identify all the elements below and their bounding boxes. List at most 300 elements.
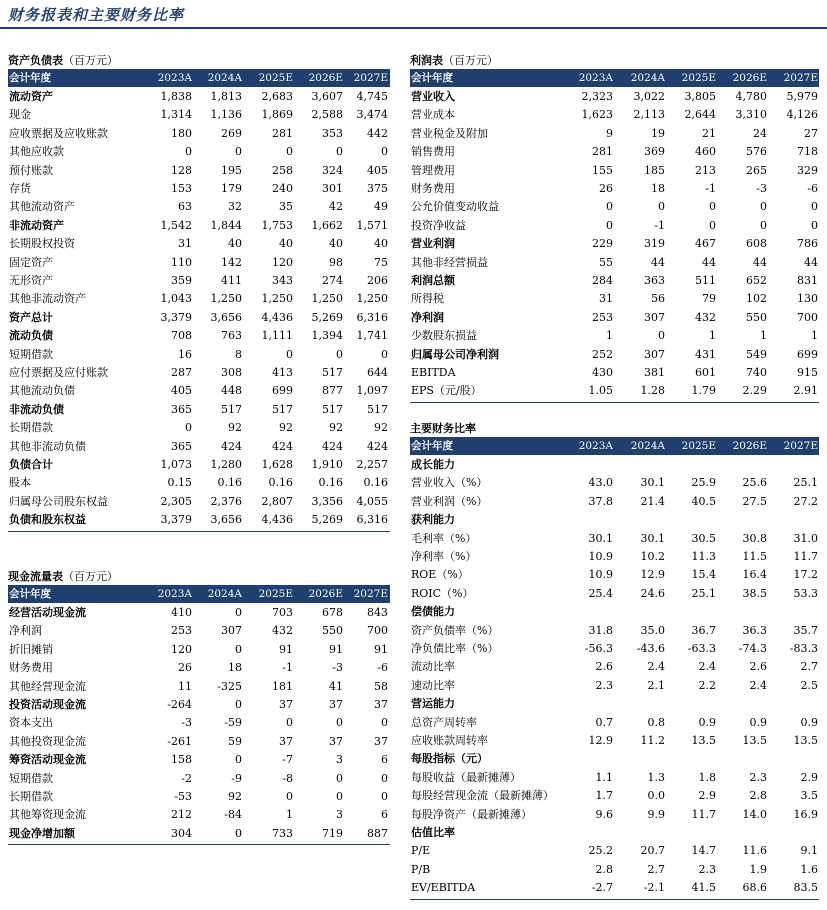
- row-value: -264: [167, 698, 192, 711]
- row-label: 营业利润: [411, 237, 455, 251]
- row-value: 2,588: [311, 108, 343, 122]
- row-value: 329: [797, 163, 818, 177]
- row-value: 0: [286, 347, 293, 361]
- row-value: [666, 824, 716, 842]
- row-value: 0.0: [647, 789, 665, 803]
- row-value: 195: [221, 163, 242, 177]
- table-header-row: [8, 586, 390, 603]
- row-value: 2,644: [684, 108, 716, 122]
- table-row: [410, 217, 819, 235]
- row-value: 405: [171, 384, 192, 398]
- panel-title-text: 资产负债表: [8, 54, 63, 67]
- row-value: -6: [377, 661, 388, 675]
- row-value: 3,656: [210, 513, 242, 527]
- row-value: 1.05: [588, 384, 613, 398]
- row-value: 3,310: [735, 108, 767, 122]
- row-value: 3,379: [160, 310, 192, 324]
- row-value: 6: [381, 808, 388, 822]
- row-value: [615, 824, 665, 842]
- row-value: [563, 456, 613, 474]
- row-value: 0: [658, 329, 665, 343]
- row-value: 517: [322, 366, 343, 379]
- table-row: [8, 217, 390, 235]
- row-label: 投资净收益: [411, 218, 466, 232]
- table-row: [8, 659, 390, 677]
- table-row: [8, 346, 390, 364]
- row-value: 0: [336, 790, 343, 803]
- row-value: 1,571: [356, 218, 388, 232]
- row-value: 128: [171, 163, 192, 177]
- row-value: 120: [171, 642, 192, 656]
- row-value: 3,022: [633, 90, 665, 103]
- table-row: [8, 309, 390, 327]
- row-value: 130: [797, 292, 818, 306]
- row-value: 511: [695, 274, 716, 287]
- header-label: 会计年度: [9, 588, 51, 600]
- row-value: 42: [329, 200, 343, 214]
- row-value: [563, 603, 613, 621]
- row-value: 40: [374, 237, 388, 251]
- row-value: 91: [329, 642, 343, 656]
- table-row: [410, 364, 819, 382]
- row-value: 25.4: [588, 586, 613, 600]
- row-label: 销售费用: [411, 145, 455, 159]
- row-value: -84: [224, 808, 242, 822]
- row-value: 16.4: [742, 568, 767, 582]
- row-value: 35.7: [793, 623, 818, 637]
- row-value: [615, 695, 665, 713]
- table-row: [8, 364, 390, 382]
- row-label: 利润总额: [411, 274, 455, 287]
- row-value: [666, 456, 716, 474]
- row-value: 405: [367, 163, 388, 177]
- row-value: 120: [272, 255, 293, 269]
- row-value: 37: [374, 698, 388, 711]
- panel-title-unit: （百万元）: [63, 570, 118, 583]
- row-value: 44: [753, 255, 767, 269]
- row-value: 158: [171, 753, 192, 767]
- row-label: 少数股东损益: [411, 329, 477, 343]
- row-label: 营运能力: [411, 697, 455, 711]
- row-label: 非流动负债: [9, 402, 64, 416]
- row-value: 13.5: [742, 734, 767, 747]
- row-value: [768, 456, 818, 474]
- row-value: 18: [651, 182, 665, 195]
- table-row: [8, 88, 390, 106]
- row-value: 733: [272, 826, 293, 840]
- row-label: ROE（%）: [411, 568, 469, 582]
- row-value: 19: [651, 126, 665, 140]
- row-label: 每股经营现金流（最新摊薄）: [411, 789, 554, 803]
- table-row: [8, 198, 390, 216]
- row-value: 9.9: [647, 807, 665, 821]
- row-value: 20.7: [640, 844, 665, 858]
- panel-title-unit: （百万元）: [63, 54, 118, 67]
- header-year: 2023A: [578, 440, 613, 452]
- row-value: 37: [329, 734, 343, 748]
- header-year: 2026E: [308, 588, 343, 600]
- table-row: [410, 603, 819, 621]
- row-value: 1,741: [356, 329, 388, 343]
- row-value: 229: [592, 237, 613, 251]
- row-value: 38.5: [742, 586, 767, 600]
- row-value: 155: [592, 163, 613, 177]
- row-value: 410: [171, 606, 192, 619]
- row-value: [615, 456, 665, 474]
- row-value: [666, 511, 716, 529]
- row-value: 2.91: [793, 384, 818, 398]
- row-label: 流动负债: [9, 329, 53, 343]
- row-value: 0: [381, 347, 388, 361]
- row-value: 3,607: [311, 90, 343, 103]
- table-row: [8, 235, 390, 253]
- row-value: 44: [651, 255, 665, 269]
- row-value: 185: [644, 163, 665, 177]
- row-value: 307: [221, 624, 242, 638]
- row-value: 0: [709, 200, 716, 214]
- row-value: 12.9: [588, 734, 613, 747]
- row-value: 2.6: [595, 660, 613, 674]
- row-value: 91: [279, 642, 293, 656]
- panel-title-unit: （百万元）: [443, 54, 498, 67]
- row-label: 预付账款: [9, 163, 53, 177]
- table-row: [410, 677, 819, 695]
- row-value: 14.0: [742, 807, 767, 821]
- row-value: 424: [367, 439, 388, 453]
- row-value: 652: [746, 274, 767, 287]
- table-row: [410, 622, 819, 640]
- row-label: 速动比率: [411, 678, 455, 692]
- row-value: 877: [322, 384, 343, 398]
- row-value: 4,436: [261, 513, 293, 527]
- row-value: 432: [695, 310, 716, 324]
- row-value: 467: [695, 237, 716, 251]
- header-year: 2026E: [732, 440, 767, 452]
- row-value: 30.1: [640, 476, 665, 490]
- row-value: 75: [374, 255, 388, 269]
- table-row: [8, 825, 390, 843]
- row-label: 估值比率: [411, 826, 455, 839]
- row-value: 0: [760, 200, 767, 214]
- row-value: 1,250: [261, 292, 293, 306]
- row-value: 363: [644, 274, 665, 287]
- row-value: 0: [381, 716, 388, 730]
- row-value: 24.6: [640, 586, 665, 600]
- table-row: [8, 290, 390, 308]
- table-row: [410, 806, 819, 824]
- row-value: 79: [702, 292, 716, 306]
- table-row: [8, 806, 390, 824]
- row-value: -1: [705, 182, 716, 195]
- row-label: 应收票据及应收账款: [9, 126, 108, 140]
- row-value: 0: [760, 218, 767, 232]
- row-value: 2.9: [698, 789, 716, 803]
- row-label: 营业收入: [411, 90, 455, 103]
- row-value: 381: [644, 366, 665, 379]
- row-value: 601: [695, 366, 716, 379]
- row-value: 0.16: [363, 476, 388, 490]
- row-value: [615, 511, 665, 529]
- row-label: 非流动资产: [9, 218, 64, 232]
- row-value: 36.3: [742, 623, 767, 637]
- row-label: 存货: [9, 182, 31, 195]
- row-value: 53.3: [793, 586, 818, 600]
- row-label: 现金: [9, 108, 31, 122]
- row-value: 27.5: [742, 494, 767, 508]
- row-value: 0: [286, 790, 293, 803]
- row-value: 240: [272, 182, 293, 195]
- row-value: -59: [224, 716, 242, 730]
- row-value: 36.7: [691, 623, 716, 637]
- row-value: [717, 750, 767, 768]
- row-value: 2,323: [581, 90, 613, 103]
- row-value: 281: [592, 145, 613, 159]
- row-label: 财务费用: [9, 661, 53, 675]
- row-value: 1.3: [647, 770, 665, 784]
- row-label: 每股指标（元）: [411, 752, 488, 766]
- row-value: 0: [381, 790, 388, 803]
- row-value: -9: [231, 771, 242, 785]
- row-value: 304: [171, 826, 192, 840]
- row-value: 2,257: [356, 458, 388, 471]
- row-label: 总资产周转率: [411, 715, 477, 729]
- row-value: 41: [329, 679, 343, 693]
- table-row: [410, 695, 819, 713]
- row-value: 10.9: [588, 550, 613, 563]
- row-value: 2.4: [647, 660, 665, 674]
- row-value: 301: [322, 182, 343, 195]
- table-row: [410, 346, 819, 364]
- row-value: [666, 603, 716, 621]
- panel-title-text: 主要财务比率: [410, 422, 476, 435]
- table-row: [8, 438, 390, 456]
- table-row: [410, 585, 819, 603]
- row-value: 678: [322, 606, 343, 619]
- header-year: 2026E: [308, 72, 343, 84]
- table-row: [410, 309, 819, 327]
- row-value: 2,305: [160, 494, 192, 508]
- row-value: -83.3: [789, 642, 818, 655]
- row-value: 40: [279, 237, 293, 251]
- table-header-row: [410, 438, 819, 455]
- row-value: 763: [221, 329, 242, 343]
- row-value: 92: [329, 421, 343, 435]
- row-value: 4,126: [786, 108, 818, 122]
- row-value: 16: [178, 347, 192, 361]
- row-value: -2: [181, 771, 192, 785]
- row-value: 0: [235, 606, 242, 619]
- row-label: 应付票据及应付账款: [9, 366, 108, 379]
- header-year: 2024A: [630, 440, 665, 452]
- row-label: 其他投资现金流: [9, 734, 86, 748]
- row-value: 2.7: [647, 862, 665, 876]
- row-value: 307: [644, 347, 665, 361]
- header-year: 2023A: [157, 72, 192, 84]
- row-value: 37: [374, 734, 388, 748]
- row-value: [768, 603, 818, 621]
- row-value: 740: [746, 366, 767, 379]
- row-value: 1,542: [160, 218, 192, 232]
- table-row: [410, 456, 819, 474]
- row-value: [563, 511, 613, 529]
- row-value: [717, 511, 767, 529]
- row-value: 4,745: [356, 90, 388, 103]
- row-value: 2.29: [742, 384, 767, 398]
- row-value: 35.0: [640, 623, 665, 637]
- table-row: [8, 180, 390, 198]
- row-value: 30.5: [691, 531, 716, 545]
- row-value: 25.2: [588, 844, 613, 858]
- row-value: 719: [322, 826, 343, 840]
- row-value: 56: [651, 292, 665, 306]
- table-row: [8, 327, 390, 345]
- row-value: 181: [272, 679, 293, 693]
- panel-bottom-rule: [8, 531, 390, 532]
- row-value: 1,097: [356, 384, 388, 398]
- row-value: 308: [221, 366, 242, 379]
- row-value: 11.7: [691, 807, 716, 821]
- row-value: 58: [374, 679, 388, 693]
- row-value: 442: [367, 126, 388, 140]
- row-value: 359: [171, 274, 192, 287]
- row-value: 517: [322, 402, 343, 416]
- table-row: [8, 622, 390, 640]
- row-value: 411: [221, 274, 242, 287]
- table-row: [410, 530, 819, 548]
- table-row: [410, 382, 819, 400]
- table-row: [8, 272, 390, 290]
- row-value: 18: [228, 661, 242, 675]
- row-value: 49: [374, 200, 388, 214]
- row-value: 37: [279, 698, 293, 711]
- row-value: 180: [171, 126, 192, 140]
- table-row: [8, 401, 390, 419]
- row-value: 1,753: [261, 218, 293, 232]
- row-label: 固定资产: [9, 255, 53, 269]
- row-label: 净利润: [9, 624, 42, 638]
- row-label: 财务费用: [411, 182, 455, 195]
- table-row: [8, 678, 390, 696]
- row-label: 经营活动现金流: [9, 606, 86, 619]
- row-value: -3: [756, 182, 767, 195]
- table-row: [410, 180, 819, 198]
- row-value: 1,844: [210, 218, 242, 232]
- row-value: 92: [228, 790, 242, 803]
- row-value: 1.1: [595, 770, 613, 784]
- row-value: 343: [272, 274, 293, 287]
- table-row: [410, 769, 819, 787]
- row-value: -56.3: [584, 642, 613, 655]
- header-year: 2024A: [207, 588, 242, 600]
- row-value: 517: [221, 402, 242, 416]
- table-row: [410, 235, 819, 253]
- row-value: 281: [272, 126, 293, 140]
- row-value: 448: [221, 384, 242, 398]
- row-value: -6: [807, 182, 818, 195]
- row-value: 253: [592, 310, 613, 324]
- row-label: 净利润: [411, 310, 444, 324]
- row-value: 0: [709, 218, 716, 232]
- row-value: 576: [746, 145, 767, 159]
- row-value: -63.3: [687, 642, 716, 655]
- row-value: 887: [367, 826, 388, 840]
- row-value: 27.2: [793, 494, 818, 508]
- row-value: 265: [746, 163, 767, 177]
- row-value: 3.5: [800, 789, 818, 803]
- row-value: 2.4: [698, 660, 716, 674]
- row-value: 1,869: [261, 108, 293, 122]
- row-value: [563, 695, 613, 713]
- row-value: 44: [702, 255, 716, 269]
- table-row: [410, 493, 819, 511]
- row-value: 0: [381, 771, 388, 785]
- panel-bottom-rule: [410, 402, 819, 403]
- header-label: 会计年度: [411, 72, 453, 84]
- row-value: 430: [592, 366, 613, 379]
- row-value: 1: [760, 329, 767, 343]
- row-value: 55: [599, 255, 613, 269]
- row-value: 40: [228, 237, 242, 251]
- row-value: 2.2: [698, 678, 716, 692]
- row-value: 1: [811, 329, 818, 343]
- row-label: 流动比率: [411, 660, 455, 674]
- table-row: [8, 788, 390, 806]
- row-value: 2.8: [749, 789, 767, 803]
- row-value: 110: [171, 255, 192, 269]
- row-value: 11.6: [742, 844, 767, 858]
- table-row: [410, 198, 819, 216]
- row-value: 26: [599, 182, 613, 195]
- row-value: [666, 695, 716, 713]
- table-row: [410, 474, 819, 492]
- table-row: [8, 493, 390, 511]
- row-label: 成长能力: [411, 458, 455, 471]
- row-value: 3,379: [160, 513, 192, 527]
- row-label: 负债和股东权益: [9, 513, 86, 527]
- row-value: 6: [381, 753, 388, 767]
- row-value: 460: [695, 145, 716, 159]
- row-value: 699: [797, 347, 818, 361]
- header-year: 2023A: [157, 588, 192, 600]
- row-value: 6,316: [356, 513, 388, 527]
- table-row: [410, 658, 819, 676]
- row-label: 其他筹资现金流: [9, 808, 86, 822]
- row-value: -3: [181, 716, 192, 730]
- row-value: 0: [286, 716, 293, 730]
- row-value: 353: [322, 126, 343, 140]
- row-value: 431: [695, 347, 716, 361]
- row-value: [717, 695, 767, 713]
- table-row: [410, 566, 819, 584]
- header-year: 2027E: [783, 440, 818, 452]
- row-label: 其他经营现金流: [9, 679, 86, 693]
- row-value: [563, 824, 613, 842]
- table-row: [8, 143, 390, 161]
- panel-title: [8, 52, 118, 69]
- row-value: 0.9: [698, 715, 716, 729]
- row-value: 1,838: [160, 90, 192, 103]
- row-value: 2.4: [749, 678, 767, 692]
- row-value: 2.3: [749, 770, 767, 784]
- table-row: [410, 861, 819, 879]
- row-value: 1: [709, 329, 716, 343]
- row-value: [768, 511, 818, 529]
- row-value: 153: [171, 182, 192, 195]
- row-value: 2.8: [595, 862, 613, 876]
- table-row: [410, 750, 819, 768]
- row-value: 43.0: [588, 476, 613, 490]
- row-value: 206: [367, 274, 388, 287]
